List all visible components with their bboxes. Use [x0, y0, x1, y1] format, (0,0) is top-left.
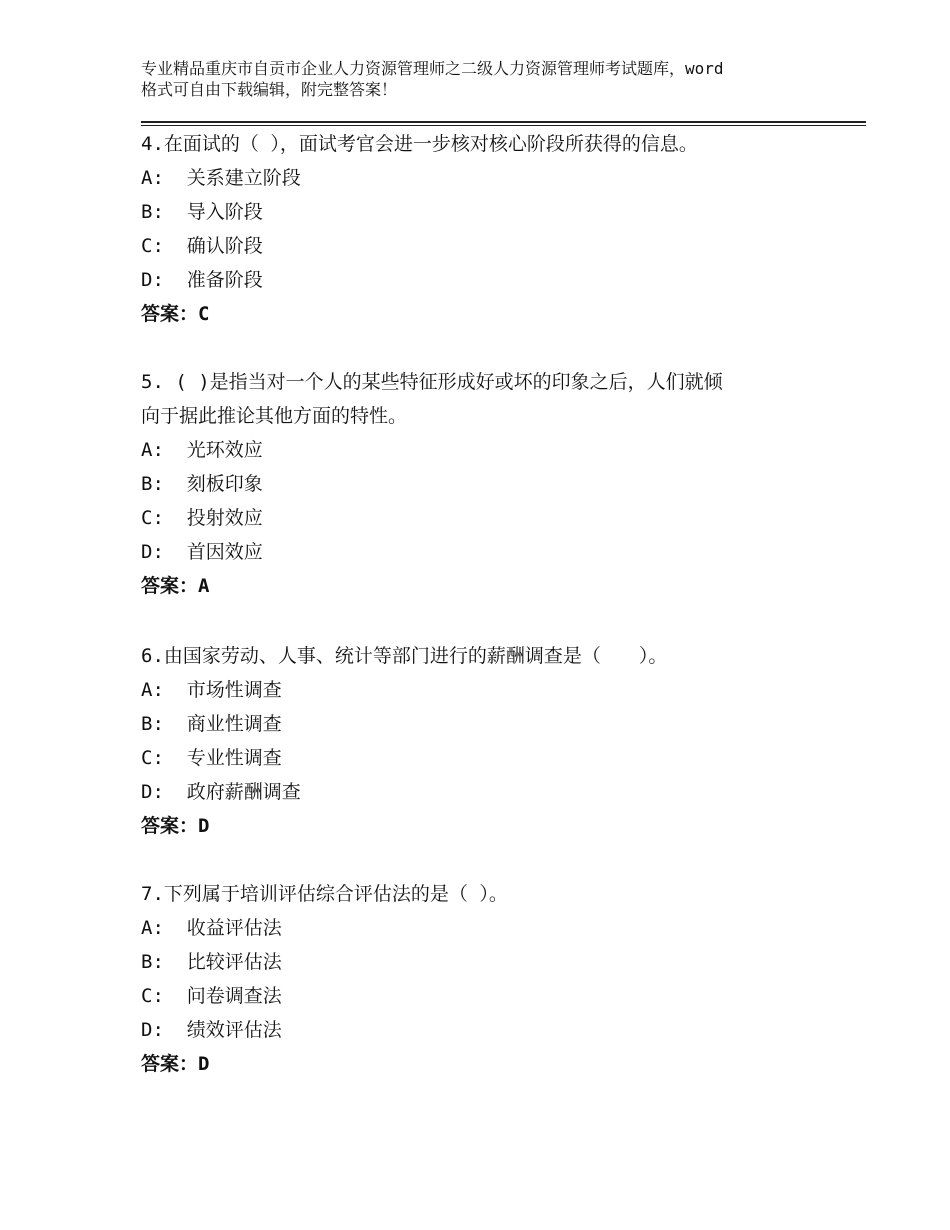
option-a: A: 关系建立阶段 — [141, 167, 301, 189]
option-d: D: 政府薪酬调查 — [141, 781, 301, 803]
option-b: B: 比较评估法 — [141, 951, 282, 973]
question-6 — [141, 639, 841, 843]
option-d: D: 准备阶段 — [141, 269, 263, 291]
option-b: B: 刻板印象 — [141, 473, 263, 495]
option-a: A: 市场性调查 — [141, 679, 282, 701]
question-7 — [141, 877, 841, 1081]
answer-label: 答案：D — [141, 1053, 210, 1075]
question-4 — [141, 127, 841, 331]
question-stem-line-1: 5. ( )是指当对一个人的某些特征形成好或坏的印象之后，人们就倾 — [141, 371, 723, 393]
question-stem: 7.下列属于培训评估综合评估法的是（ ）。 — [141, 883, 508, 905]
question-stem: 4.在面试的（ ），面试考官会进一步核对核心阶段所获得的信息。 — [141, 133, 698, 155]
answer-label: 答案：A — [141, 575, 210, 597]
answer-label: 答案：C — [141, 303, 210, 325]
header-divider-thick — [141, 121, 866, 123]
option-d: D: 首因效应 — [141, 541, 263, 563]
option-b: B: 导入阶段 — [141, 201, 263, 223]
option-d: D: 绩效评估法 — [141, 1019, 282, 1041]
option-b: B: 商业性调查 — [141, 713, 282, 735]
question-5 — [141, 365, 841, 603]
question-stem-line-2: 向于据此推论其他方面的特性。 — [141, 405, 408, 427]
option-c: C: 专业性调查 — [141, 747, 282, 769]
answer-label: 答案：D — [141, 815, 210, 837]
option-c: C: 问卷调查法 — [141, 985, 282, 1007]
header-line-1: 专业精品重庆市自贡市企业人力资源管理师之二级人力资源管理师考试题库，word — [141, 59, 724, 78]
header-line-2: 格式可自由下载编辑，附完整答案！ — [141, 80, 398, 99]
option-a: A: 收益评估法 — [141, 917, 282, 939]
option-a: A: 光环效应 — [141, 439, 263, 461]
header-divider-thin — [141, 125, 866, 126]
question-stem: 6.由国家劳动、人事、统计等部门进行的薪酬调查是（ ）。 — [141, 645, 668, 667]
document-header — [141, 58, 831, 100]
option-c: C: 投射效应 — [141, 507, 263, 529]
option-c: C: 确认阶段 — [141, 235, 263, 257]
